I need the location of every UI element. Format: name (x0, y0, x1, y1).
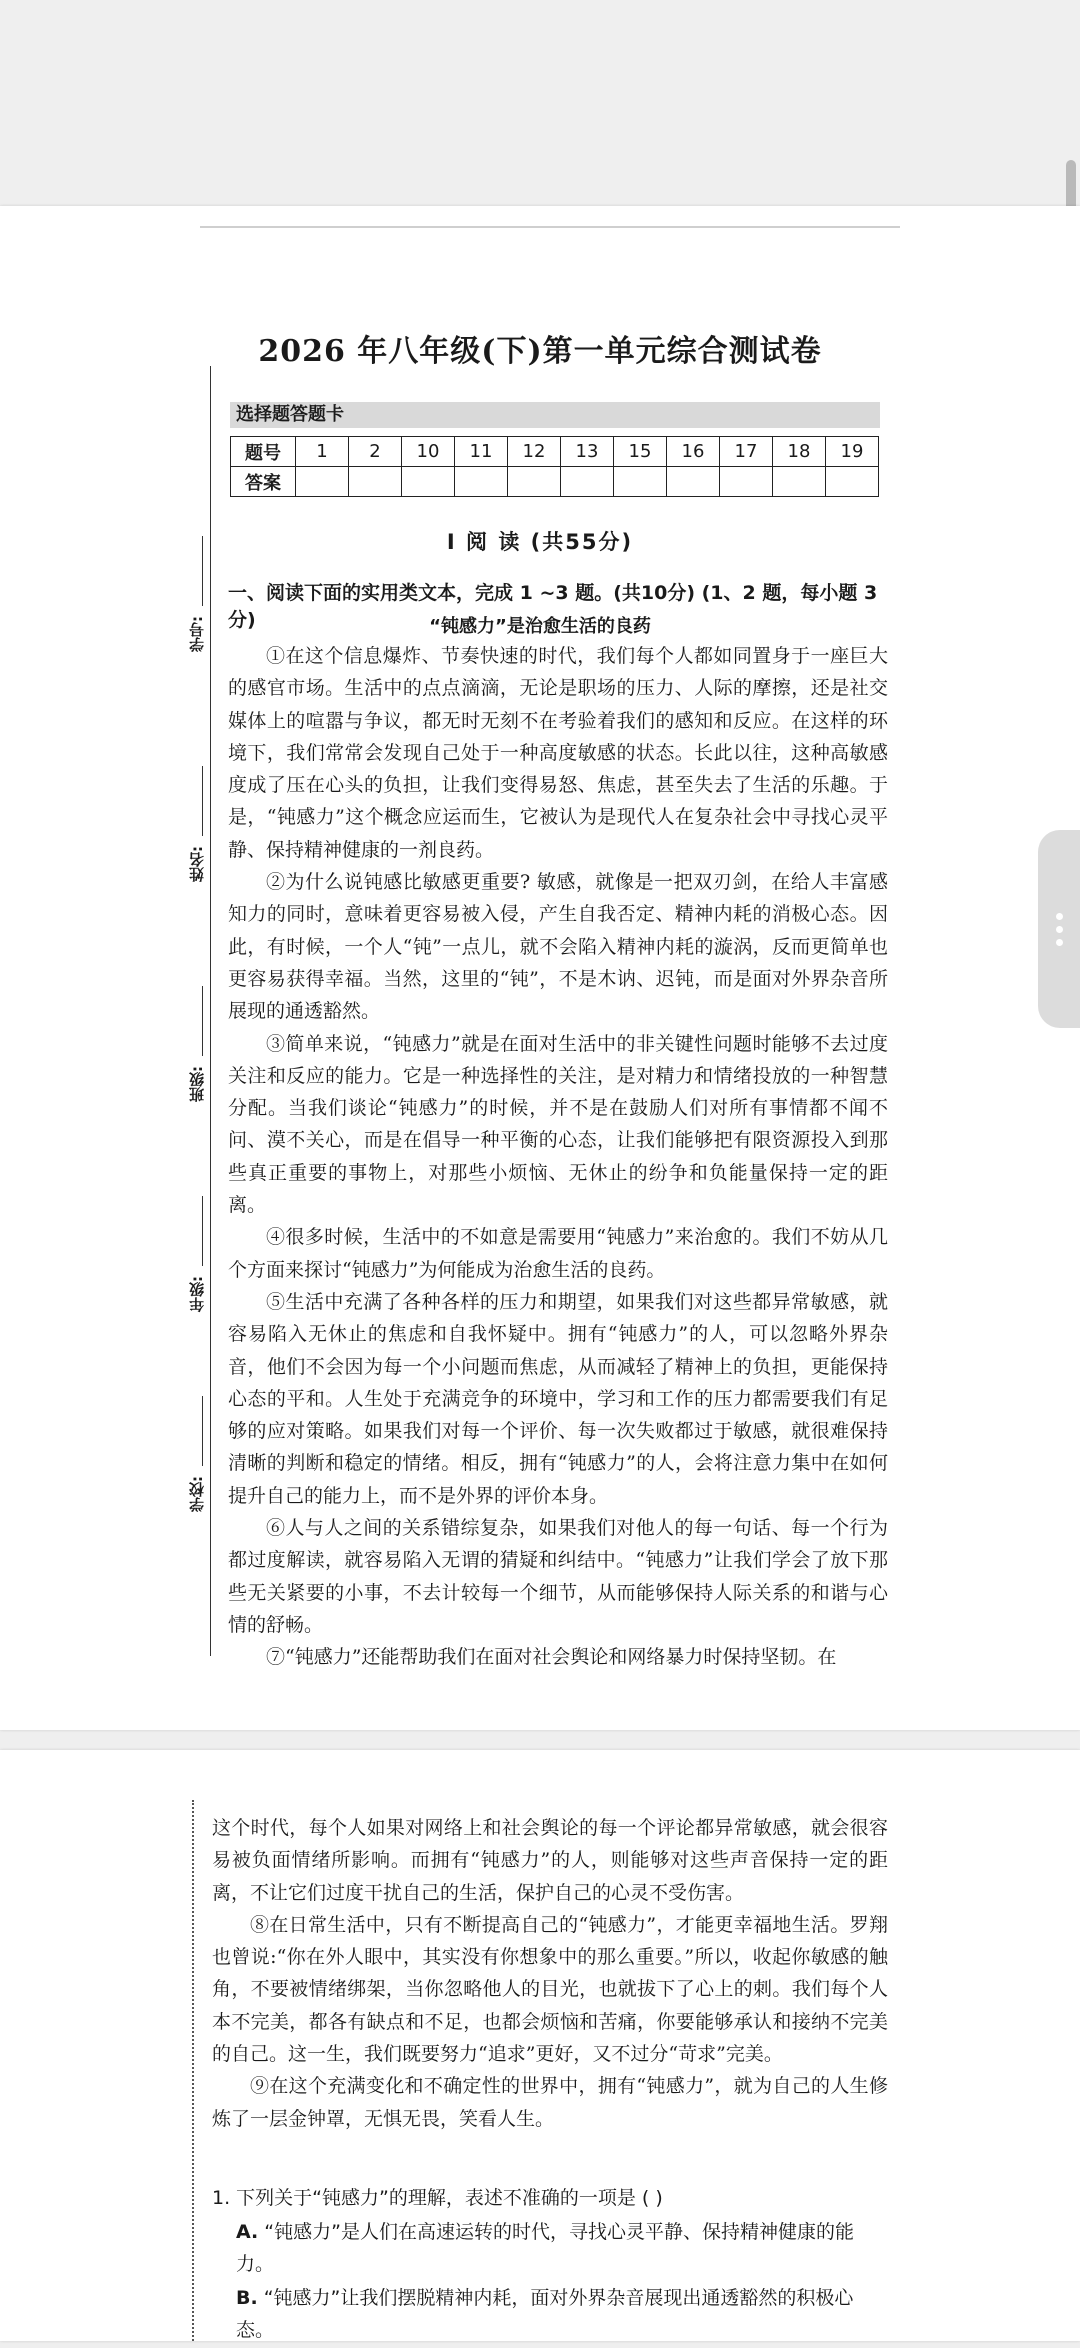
paragraph: ②为什么说钝感比敏感更重要? 敏感，就像是一把双刃剑，在给人丰富感知力的同时，意味着更容易被入侵，产生自我否定、精神内耗的消极心态。因此，有时候，一个人“钝”一点儿，就不会陷入精神内耗的漩涡，反而更简单也更容易获得幸福。当然，这里的“钝”，不是木讷、迟钝，而是面对外界杂音所展现的通透豁然。 (228, 871, 888, 1023)
exam-page-2 (0, 1750, 1080, 2341)
margin-label-grade: 年级: (188, 1276, 206, 1312)
answer-card-label: 选择题答题卡 (230, 402, 880, 428)
paragraph: ⑥人与人之间的关系错综复杂，如果我们对他人的每一句话、每一个行为都过度解读，就容易陷入无谓的猜疑和纠结中。“钝感力”让我们学会了放下那些无关紧要的小事，不去计较每一个细节，从而能够保持人际关系的和谐与心情的舒畅。 (228, 1517, 888, 1636)
question-1 (212, 2182, 888, 2348)
binding-dotted-rule (192, 1800, 194, 2341)
handle-dot (1056, 926, 1063, 933)
question-group-instruction: 一、阅读下面的实用类文本，完成 1 ~3 题。(共10分) (1、2 题，每小题 3 分) (228, 582, 878, 631)
answer-cell (773, 467, 826, 497)
option-b[interactable] (212, 2282, 888, 2346)
question-number: 19 (826, 437, 879, 467)
answer-cell (561, 467, 614, 497)
margin-label-name: 姓名: (188, 846, 206, 882)
margin-fill-line (202, 1396, 203, 1466)
margin-label-school: 学校: (188, 1476, 206, 1512)
answer-cell (455, 467, 508, 497)
answer-card-table (230, 436, 879, 497)
answer-cell (349, 467, 402, 497)
answer-card-number-row (231, 437, 879, 467)
handle-dot (1056, 913, 1063, 920)
paragraph: ⑤生活中充满了各种各样的压力和期望，如果我们对这些都异常敏感，就容易陷入无休止的焦虑和自我怀疑中。拥有“钝感力”的人，可以忽略外界杂音，他们不会因为每一个小问题而焦虑，从而减轻了精神上的负担，更能保持心态的平和。人生处于充满竞争的环境中，学习和工作的压力都需要我们有足够的应对策略。如果我们对每一个评价、每一次失败都过于敏感，就很难保持清晰的判断和稳定的情绪。相反，拥有“钝感力”的人，会将注意力集中在如何提升自己的能力上，而不是外界的评价本身。 (228, 1290, 888, 1507)
answer-cell (826, 467, 879, 497)
article-body-page-1 (228, 640, 888, 1674)
question-number: 13 (561, 437, 614, 467)
section-title: Ⅰ 阅 读 (共55分) (446, 530, 634, 554)
question-number: 2 (349, 437, 402, 467)
exam-page-1 (0, 206, 1080, 1730)
paragraph: ⑦“钝感力”还能帮助我们在面对社会舆论和网络暴力时保持坚韧。在 (266, 1646, 837, 1669)
answer-cell (508, 467, 561, 497)
answer-cell (614, 467, 667, 497)
paragraph-continuation: 这个时代，每个人如果对网络上和社会舆论的每一个评论都异常敏感，就会很容易被负面情绪所影响。而拥有“钝感力”的人，则能够对这些声音保持一定的距离，不让它们过度干扰自己的生活，保护自己的心灵不受伤害。 (212, 1817, 888, 1904)
exam-title: 2026 年八年级(下)第一单元综合测试卷 (258, 334, 822, 369)
row-header-answer: 答案 (231, 467, 296, 497)
option-text: “钝感力”让我们摆脱精神内耗，面对外界杂音展现出通透豁然的积极心态。 (236, 2287, 854, 2341)
answer-card-answer-row (231, 467, 879, 497)
answer-cell (402, 467, 455, 497)
margin-fill-line (202, 1196, 203, 1266)
answer-cell (720, 467, 773, 497)
page-top-rule (200, 226, 900, 228)
paragraph: ①在这个信息爆炸、节奏快速的时代，我们每个人都如同置身于一座巨大的感官市场。生活中的点点滴滴，无论是职场的压力、人际的摩擦，还是社交媒体上的喧嚣与争议，都无时无刻不在考验着我们的感知和反应。在这样的环境下，我们常常会发现自己处于一种高度敏感的状态。长此以往，这种高敏感度成了压在心头的负担，让我们变得易怒、焦虑，甚至失去了生活的乐趣。于是，“钝感力”这个概念应运而生，它被认为是现代人在复杂社会中寻找心灵平静、保持精神健康的一剂良药。 (228, 645, 888, 861)
question-number: 18 (773, 437, 826, 467)
margin-label-student-id: 学号: (188, 616, 206, 652)
row-header-number: 题号 (231, 437, 296, 467)
article-title: “钝感力”是治愈生活的良药 (429, 616, 651, 637)
paragraph: ③简单来说，“钝感力”就是在面对生活中的非关键性问题时能够不去过度关注和反应的能力。它是一种选择性的关注，是对精力和情绪投放的一种智慧分配。当我们谈论“钝感力”的时候，并不是在鼓励人们对所有事情都不闻不问、漠不关心，而是在倡导一种平衡的心态，让我们能够把有限资源投入到那些真正重要的事物上，对那些小烦恼、无休止的纷争和负能量保持一定的距离。 (228, 1032, 888, 1217)
handle-dot (1056, 939, 1063, 946)
paragraph: ⑧在日常生活中，只有不断提高自己的“钝感力”，才能更幸福地生活。罗翔也曾说:“你在外人眼中，其实没有你想象中的那么重要。”所以，收起你敏感的触角，不要被情绪绑架，当你忽略他人的目光，也就拔下了心上的刺。我们每个人本不完美，都各有缺点和不足，也都会烦恼和苦痛，你要能够承认和接纳不完美的自己。这一生，我们既要努力“追求”更好，又不过分“苛求”完美。 (212, 1913, 888, 2066)
margin-fill-line (202, 766, 203, 836)
question-stem: 1. 下列关于“钝感力”的理解，表述不准确的一项是 ( ) (212, 2187, 663, 2209)
side-drawer-handle[interactable] (1038, 830, 1080, 1028)
question-number: 17 (720, 437, 773, 467)
option-letter: B. (236, 2287, 258, 2309)
question-number: 15 (614, 437, 667, 467)
option-a[interactable] (212, 2216, 888, 2280)
answer-cell (296, 467, 349, 497)
binding-margin-rule (210, 366, 211, 1656)
question-number: 12 (508, 437, 561, 467)
question-number: 10 (402, 437, 455, 467)
answer-cell (667, 467, 720, 497)
question-number: 16 (667, 437, 720, 467)
margin-fill-line (202, 536, 203, 606)
option-text: “钝感力”是人们在高速运转的时代，寻找心灵平静、保持精神健康的能力。 (236, 2221, 854, 2275)
margin-label-class: 班级: (188, 1066, 206, 1102)
question-number: 11 (455, 437, 508, 467)
option-letter: A. (236, 2221, 259, 2243)
paragraph: ④很多时候，生活中的不如意是需要用“钝感力”来治愈的。我们不妨从几个方面来探讨“钝感力”为何能成为治愈生活的良药。 (228, 1226, 888, 1281)
margin-fill-line (202, 986, 203, 1056)
paragraph: ⑨在这个充满变化和不确定性的世界中，拥有“钝感力”，就为自己的人生修炼了一层金钟罩，无惧无畏，笑看人生。 (212, 2075, 888, 2130)
article-body-page-2 (212, 1812, 888, 2135)
question-number: 1 (296, 437, 349, 467)
